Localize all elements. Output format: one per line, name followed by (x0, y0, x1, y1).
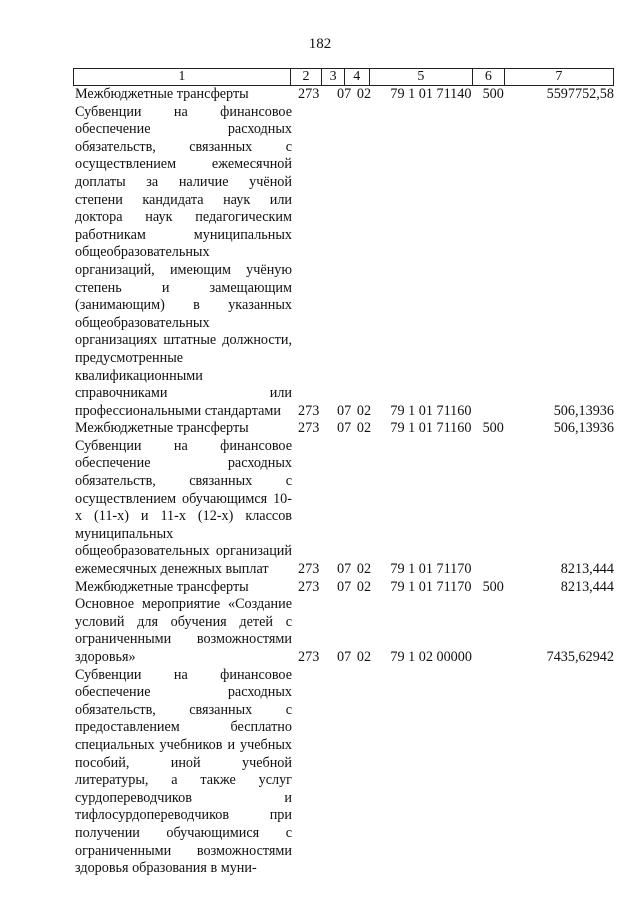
code-expense-type: 500 (482, 578, 504, 595)
amount: 7435,62942 (546, 649, 614, 665)
code-section: 07 (337, 402, 352, 419)
code-expense-type (483, 561, 516, 579)
row-codes (292, 579, 614, 597)
code-admin: 273 (298, 578, 320, 595)
row-description: Субвенции на финансовое обеспечение расходных обязательств, связанных с осуществлением обучающимся 10-х (11-х) и 11-х (12-х) классов муниципальных общеобразовательных организаций ежемесячных денежных выплат (75, 437, 292, 578)
row-codes (292, 86, 614, 104)
budget-table (73, 68, 614, 878)
code-subsection: 02 (356, 649, 372, 665)
column-header-1: 1 (178, 69, 186, 84)
table-row (73, 667, 614, 878)
code-admin: 273 (298, 561, 320, 578)
code-expense-type (483, 403, 516, 421)
code-section: 07 (337, 578, 352, 595)
code-section: 07 (337, 561, 352, 578)
code-target: 79 1 01 71170 (390, 578, 472, 595)
row-description: Межбюджетные трансферты (75, 86, 249, 102)
code-target: 79 1 01 71170 (390, 561, 472, 578)
amount: 8213,444 (560, 561, 614, 578)
row-description: Межбюджетные трансферты (75, 420, 249, 437)
code-subsection: 02 (356, 420, 372, 437)
code-admin: 273 (298, 86, 320, 102)
row-description: Субвенции на финансовое обеспечение расходных обязательств, связанных с предоставлением бесплатно специальных учебников и учебных пособий, иной учебной литературы, а также услуг сурдопереводчиков и тифлосурдопереводчиков при получении обучающимися с ограниченными возможностями здоровья образования в муни- (75, 666, 292, 877)
code-expense-type: 500 (482, 86, 504, 102)
code-target: 79 1 02 00000 (390, 649, 472, 665)
amount: 506,13936 (553, 420, 614, 437)
row-codes (292, 649, 614, 667)
row-codes (292, 561, 614, 579)
row-description: Межбюджетные трансферты (75, 578, 249, 595)
table-row (73, 104, 614, 421)
column-header-7: 7 (504, 69, 613, 85)
code-subsection: 02 (356, 578, 372, 595)
column-header-6: 6 (472, 69, 504, 85)
amount: 506,13936 (553, 402, 614, 419)
table-row (73, 438, 614, 579)
code-admin: 273 (298, 420, 320, 437)
code-expense-type (483, 649, 516, 667)
column-header-3: 3 (321, 69, 344, 85)
table-body (73, 86, 614, 878)
row-codes (292, 420, 614, 438)
code-target: 79 1 01 71160 (390, 402, 472, 419)
code-admin: 273 (298, 402, 320, 419)
column-header-4: 4 (344, 69, 369, 85)
page-number: 182 (308, 36, 332, 52)
code-expense-type: 500 (482, 420, 504, 437)
table-row (73, 86, 614, 104)
code-section: 07 (337, 86, 352, 102)
column-header-5: 5 (369, 69, 472, 85)
column-header-2: 2 (290, 69, 322, 85)
table-row (73, 596, 614, 666)
code-admin: 273 (298, 649, 320, 665)
code-subsection: 02 (356, 402, 372, 419)
row-description: Субвенции на финансовое обеспечение расходных обязательств, связанных с осуществлением ежемесячной доплаты за наличие учёной степени кандидата наук или доктора наук педагогическим работникам муниципальных общеобразовательных организаций, имеющим учёную степень и замещающим (занимающим) в указанных общеобразовательных организациях штатные должности, предусмотренные квалификационными справочниками или профессиональными стандартами (75, 103, 292, 419)
row-codes (292, 403, 614, 421)
code-section: 07 (337, 649, 352, 665)
code-target: 79 1 01 71140 (390, 86, 472, 102)
code-subsection: 02 (356, 561, 372, 578)
table-row (73, 420, 614, 438)
table-row (73, 579, 614, 597)
table-header-row (73, 68, 614, 86)
code-target: 79 1 01 71160 (390, 420, 472, 437)
code-section: 07 (337, 420, 352, 437)
code-subsection: 02 (356, 86, 372, 102)
amount: 8213,444 (560, 578, 614, 595)
row-description: Основное мероприятие «Создание условий для обучения детей с ограниченными возможностями здоровья» (75, 596, 292, 665)
amount: 5597752,58 (546, 86, 614, 102)
